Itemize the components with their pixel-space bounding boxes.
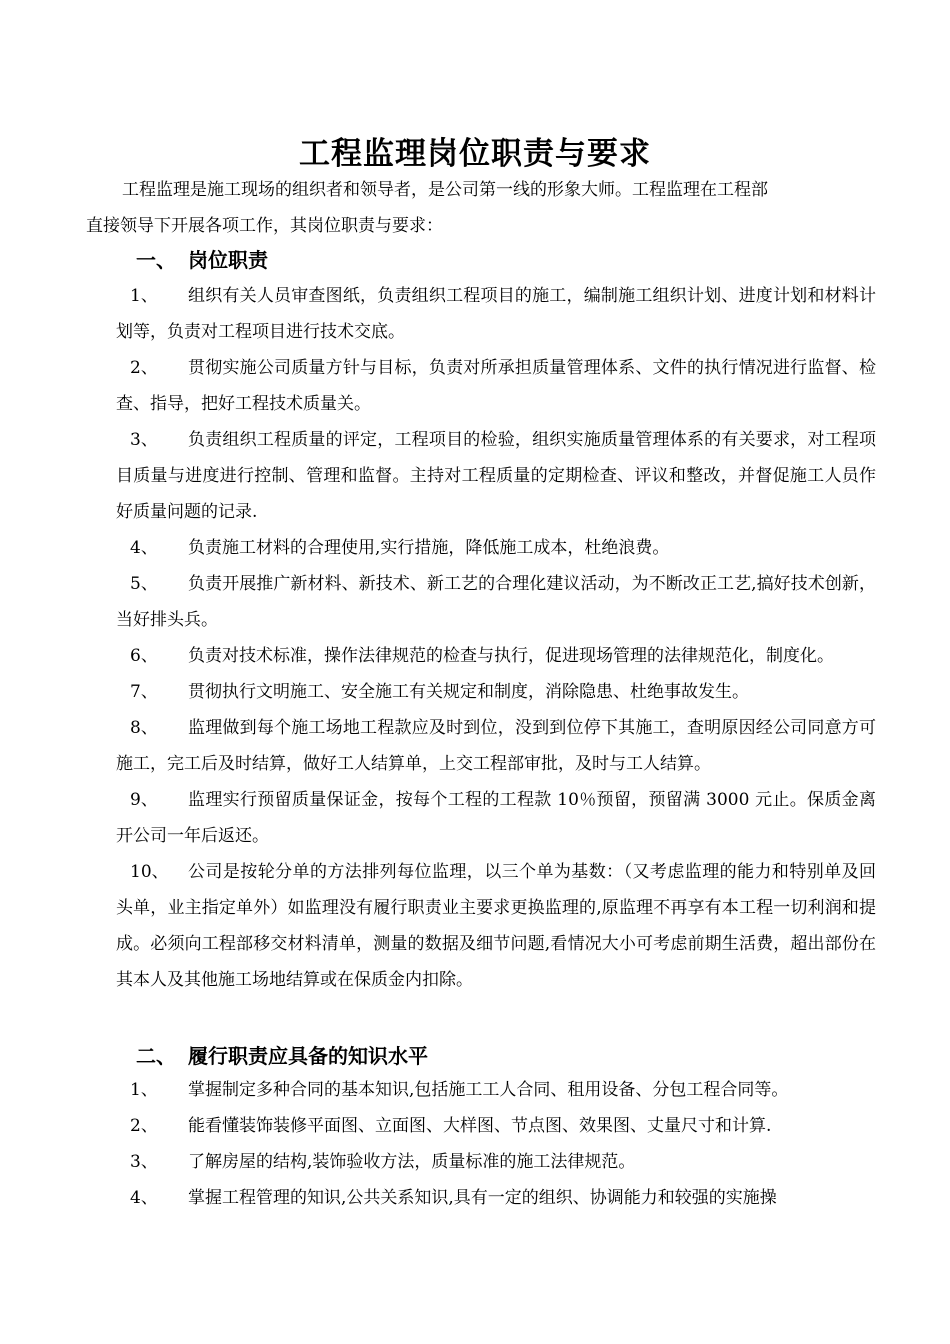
list-item [116, 674, 876, 710]
list-item [116, 1108, 876, 1144]
section-2-title: 履行职责应具备的知识水平 [188, 1044, 428, 1068]
item-number: 2、 [130, 1116, 158, 1136]
list-item [116, 710, 876, 782]
list-item [116, 530, 876, 566]
list-item [116, 350, 876, 422]
list-item [116, 1180, 876, 1216]
item-number: 4、 [130, 538, 158, 558]
item-text: 掌握制定多种合同的基本知识,包括施工工人合同、租用设备、分包工程合同等。 [188, 1080, 789, 1100]
item-text: 能看懂装饰装修平面图、立面图、大样图、节点图、效果图、丈量尺寸和计算. [188, 1116, 772, 1136]
item-number: 4、 [130, 1188, 158, 1208]
item-text: 了解房屋的结构,装饰验收方法，质量标准的施工法律规范。 [188, 1152, 636, 1172]
intro-line-1: 工程监理是施工现场的组织者和领导者，是公司第一线的形象大师。工程监理在工程部 [122, 180, 768, 200]
item-text: 掌握工程管理的知识,公共关系知识,具有一定的组织、协调能力和较强的实施操 [188, 1188, 777, 1208]
list-item [116, 278, 876, 350]
item-text: 贯彻实施公司质量方针与目标，负责对所承担质量管理体系、文件的执行情况进行监督、检查、指导，把好工程技术质量关。 [116, 358, 876, 414]
item-number: 3、 [130, 1152, 158, 1172]
list-item [116, 422, 876, 530]
section-1-number: 一、 [136, 248, 176, 272]
item-text: 监理做到每个施工场地工程款应及时到位，没到到位停下其施工，查明原因经公司同意方可施工，完工后及时结算，做好工人结算单，上交工程部审批，及时与工人结算。 [116, 718, 876, 774]
item-number: 3、 [130, 430, 158, 450]
item-text: 负责组织工程质量的评定，工程项目的检验，组织实施质量管理体系的有关要求，对工程项目质量与进度进行控制、管理和监督。主持对工程质量的定期检查、评议和整改，并督促施工人员作好质量问题的记录. [116, 430, 876, 522]
list-item [116, 1072, 876, 1108]
intro-paragraph [86, 172, 876, 244]
list-item [116, 782, 876, 854]
list-item [116, 854, 876, 998]
document-title: 工程监理岗位职责与要求 [299, 136, 651, 172]
item-number: 8、 [130, 718, 158, 738]
item-number: 5、 [130, 574, 158, 594]
list-item [116, 566, 876, 638]
section-2-list [116, 1072, 876, 1216]
item-text: 贯彻执行文明施工、安全施工有关规定和制度，消除隐患、杜绝事故发生。 [188, 682, 749, 702]
section-2-number: 二、 [136, 1044, 176, 1068]
item-text: 负责开展推广新材料、新技术、新工艺的合理化建议活动，为不断改正工艺,搞好技术创新，当好排头兵。 [116, 574, 876, 630]
item-number: 1、 [130, 286, 158, 306]
item-number: 6、 [130, 646, 158, 666]
item-number: 7、 [130, 682, 158, 702]
list-item [116, 1144, 876, 1180]
item-number: 1、 [130, 1080, 158, 1100]
item-text: 负责对技术标准，操作法律规范的检查与执行，促进现场管理的法律规范化，制度化。 [188, 646, 834, 666]
list-item [116, 638, 876, 674]
section-1-heading [136, 244, 268, 273]
item-text: 组织有关人员审查图纸，负责组织工程项目的施工，编制施工组织计划、进度计划和材料计划等，负责对工程项目进行技术交底。 [116, 286, 876, 342]
item-number: 9、 [130, 790, 158, 810]
section-2-heading [136, 1040, 428, 1069]
item-number: 10、 [130, 862, 169, 882]
section-1-title: 岗位职责 [188, 248, 268, 272]
item-text: 公司是按轮分单的方法排列每位监理，以三个单为基数：（又考虑监理的能力和特别单及回头单，业主指定单外）如监理没有履行职责业主要求更换监理的,原监理不再享有本工程一切利润和提成。必须向工程部移交材料清单，测量的数据及细节问题,看情况大小可考虑前期生活费，超出部份在其本人及其他施工场地结算或在保质金内扣除。 [116, 862, 876, 990]
item-text: 负责施工材料的合理使用,实行措施，降低施工成本，杜绝浪费。 [188, 538, 670, 558]
section-1-list [116, 278, 876, 998]
item-number: 2、 [130, 358, 158, 378]
intro-line-2: 直接领导下开展各项工作，其岗位职责与要求： [86, 216, 443, 236]
item-text: 监理实行预留质量保证金，按每个工程的工程款 10％预留，预留满 3000 元止。保质金离开公司一年后返还。 [116, 790, 876, 846]
